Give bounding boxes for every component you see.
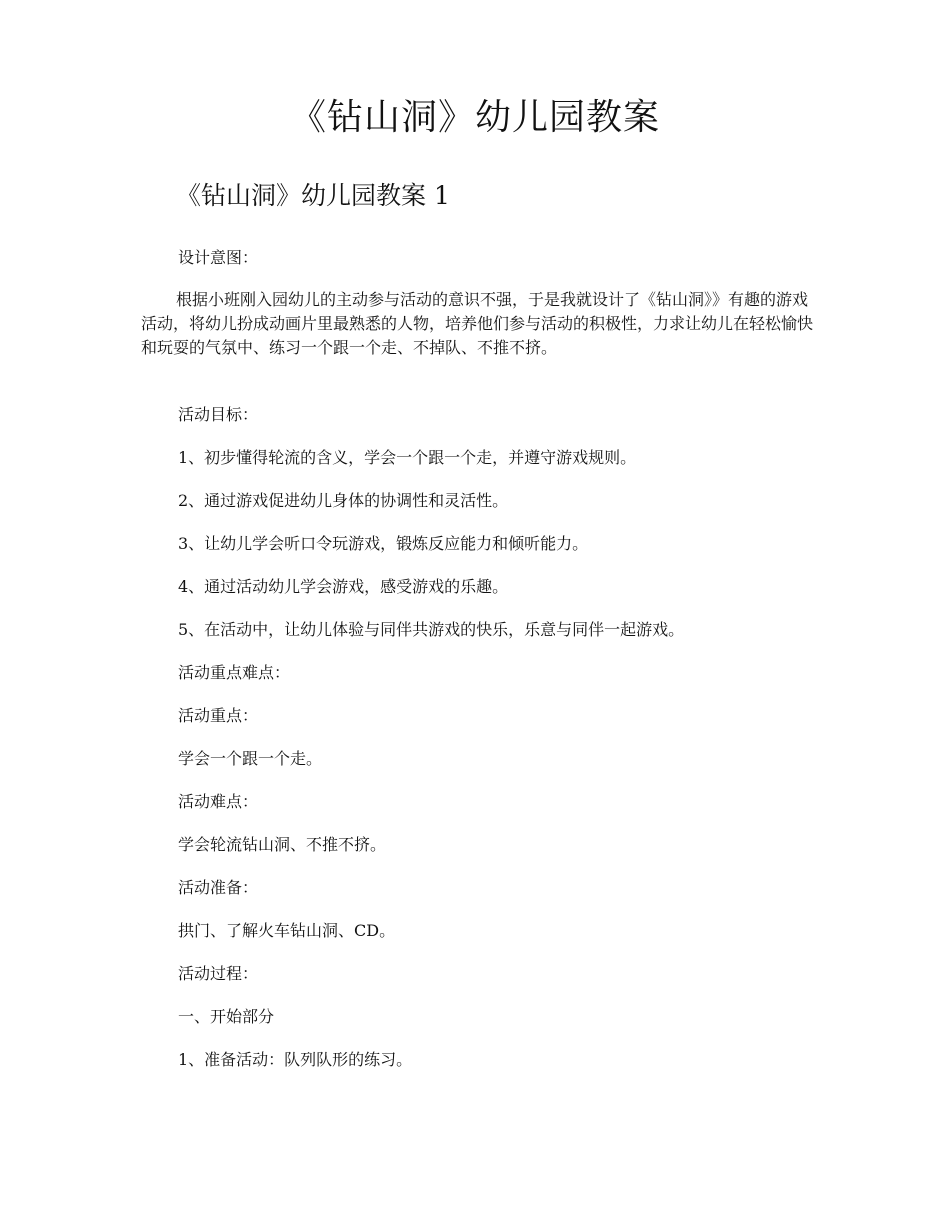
goal-item-2: 2、通过游戏促进幼儿身体的协调性和灵活性。	[178, 491, 509, 510]
key-point-label: 活动重点：	[178, 706, 259, 725]
difficult-point-text: 学会轮流钻山洞、不推不挤。	[178, 835, 387, 854]
goal-item-5: 5、在活动中，让幼儿体验与同伴共游戏的快乐，乐意与同伴一起游戏。	[178, 620, 685, 639]
process-step-one: 1、准备活动：队列队形的练习。	[178, 1050, 413, 1069]
preparation-label: 活动准备：	[178, 878, 259, 897]
design-intent-label: 设计意图：	[178, 248, 259, 267]
key-difficult-label: 活动重点难点：	[178, 663, 291, 682]
preparation-text: 拱门、了解火车钻山洞、CD。	[178, 921, 396, 940]
process-part-one: 一、开始部分	[178, 1007, 275, 1026]
design-intent-paragraph: 根据小班刚入园幼儿的主动参与活动的意识不强，于是我就设计了《钻山洞》》有趣的游戏活动，将幼儿扮成动画片里最熟悉的人物，培养他们参与活动的积极性，力求让幼儿在轻松愉快和玩耍的气氛中、练习一个跟一个走、不掉队、不推不挤。	[141, 290, 814, 357]
process-label: 活动过程：	[178, 964, 259, 983]
document-title: 《钻山洞》幼儿园教案	[289, 97, 660, 138]
goal-item-4: 4、通过活动幼儿学会游戏，感受游戏的乐趣。	[178, 577, 509, 596]
goal-item-1: 1、初步懂得轮流的含义，学会一个跟一个走，并遵守游戏规则。	[178, 448, 637, 467]
difficult-point-label: 活动难点：	[178, 792, 259, 811]
goal-item-3: 3、让幼儿学会听口令玩游戏，锻炼反应能力和倾听能力。	[178, 534, 589, 553]
key-point-text: 学会一个跟一个走。	[178, 749, 323, 768]
goals-label: 活动目标：	[178, 405, 259, 424]
section-heading: 《钻山洞》幼儿园教案 1	[176, 181, 450, 210]
